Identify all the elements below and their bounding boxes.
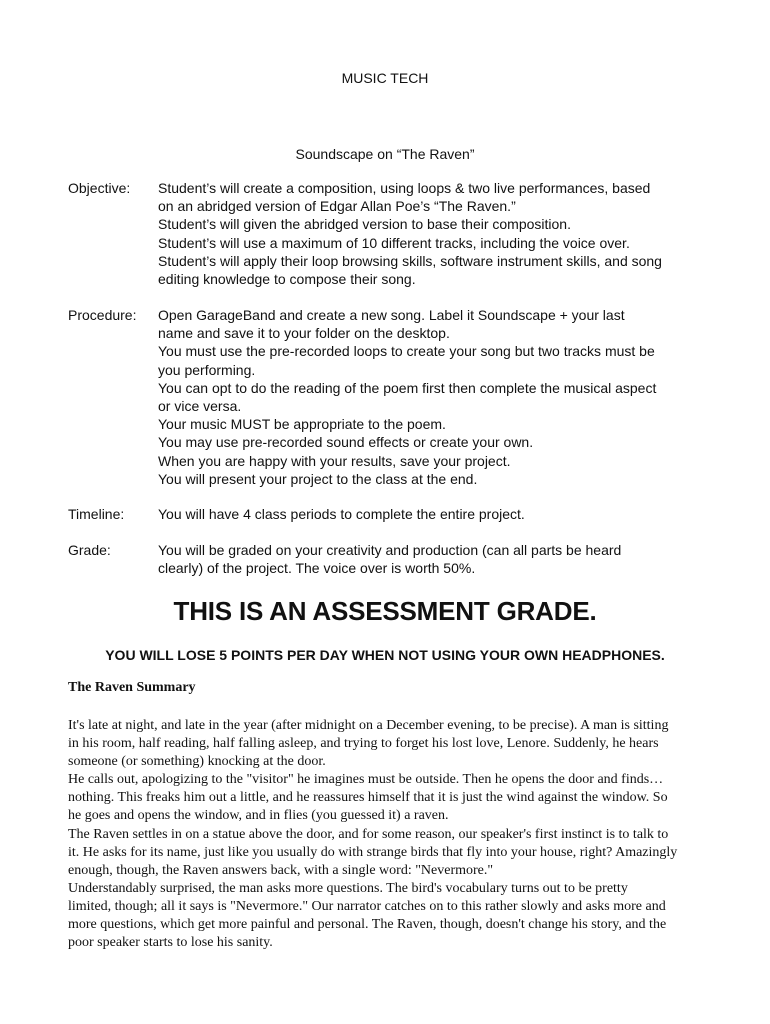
procedure-section [68, 306, 718, 488]
procedure-text [158, 306, 718, 488]
grade-section [68, 541, 718, 577]
timeline-line: You will have 4 class periods to complete the entire project. [158, 506, 525, 522]
procedure-line: You can opt to do the reading of the poem first then complete the musical aspect [158, 379, 657, 396]
grade-line: clearly) of the project. The voice over is worth 50%. [158, 560, 476, 577]
objective-line: on an abridged version of Edgar Allan Poe’s “The Raven.” [158, 198, 516, 215]
summary-line: limited, though; all it says is "Nevermore." Our narrator catches on to this rather slowly and asks more and [68, 898, 666, 914]
summary-line: The Raven settles in on a statue above the door, and for some reason, our speaker's first instinct is to talk to [68, 826, 669, 842]
grade-label: Grade: [68, 542, 111, 558]
document-title: MUSIC TECH [341, 70, 429, 86]
headphones-notice: YOU WILL LOSE 5 POINTS PER DAY WHEN NOT USING YOUR OWN HEADPHONES. [105, 647, 665, 663]
procedure-label: Procedure: [68, 307, 137, 323]
summary-line: Understandably surprised, the man asks more questions. The bird's vocabulary turns out to be pretty [68, 880, 628, 896]
procedure-line: or vice versa. [158, 398, 242, 415]
summary-line: enough, though, the Raven answers back, with a single word: "Nevermore." [68, 862, 494, 878]
summary-heading: The Raven Summary [68, 680, 196, 695]
objective-text [158, 179, 718, 288]
summary-line: He calls out, apologizing to the "visitor" he imagines must be outside. Then he opens the door and finds… [68, 772, 664, 788]
timeline-label: Timeline: [68, 506, 125, 522]
grade-line: You will be graded on your creativity and production (can all parts be heard [158, 542, 622, 558]
summary-line: in his room, half reading, half falling asleep, and trying to forget his lost love, Lenore. Suddenly, he hears [68, 736, 659, 752]
procedure-line: name and save it to your folder on the desktop. [158, 325, 450, 342]
procedure-line: you performing. [158, 361, 256, 378]
timeline-section [68, 505, 718, 523]
timeline-text [158, 505, 718, 523]
document-subtitle: Soundscape on “The Raven” [295, 146, 475, 162]
objective-line: Student’s will use a maximum of 10 different tracks, including the voice over. [158, 234, 630, 251]
objective-label: Objective: [68, 180, 131, 196]
summary-line: more questions, which get more painful and personal. The Raven, though, doesn't change his story, and the [68, 917, 667, 933]
grade-text [158, 541, 718, 577]
objective-line: Student’s will apply their loop browsing skills, software instrument skills, and song [158, 252, 662, 269]
summary-line: nothing. This freaks him out a little, and he reassures himself that it is just the wind against the window. So [68, 790, 668, 806]
summary-line: he goes and opens the window, and in flies (you guessed it) a raven. [68, 808, 449, 824]
procedure-line: You may use pre-recorded sound effects or create your own. [158, 434, 534, 451]
summary-line: poor speaker starts to lose his sanity. [68, 935, 273, 951]
procedure-line: Your music MUST be appropriate to the poem. [158, 416, 446, 433]
procedure-line: You must use the pre-recorded loops to create your song but two tracks must be [158, 343, 655, 360]
objective-line: Student’s will given the abridged version to base their composition. [158, 216, 571, 233]
summary-line: it. He asks for its name, just like you usually do with strange birds that fly into your house, right? Amazingly [68, 844, 678, 860]
procedure-line: You will present your project to the class at the end. [158, 470, 478, 487]
summary-paragraph [68, 717, 708, 952]
objective-line: Student’s will create a composition, using loops & two live performances, based [158, 180, 651, 196]
objective-line: editing knowledge to compose their song. [158, 271, 416, 288]
summary-line: It's late at night, and late in the year (after midnight on a December evening, to be precise). A man is sitting [68, 718, 669, 733]
procedure-line: When you are happy with your results, save your project. [158, 452, 511, 469]
assessment-notice: THIS IS AN ASSESSMENT GRADE. [173, 596, 597, 626]
objective-section [68, 179, 718, 288]
summary-line: someone (or something) knocking at the door. [68, 754, 326, 770]
procedure-line: Open GarageBand and create a new song. Label it Soundscape + your last [158, 307, 625, 323]
